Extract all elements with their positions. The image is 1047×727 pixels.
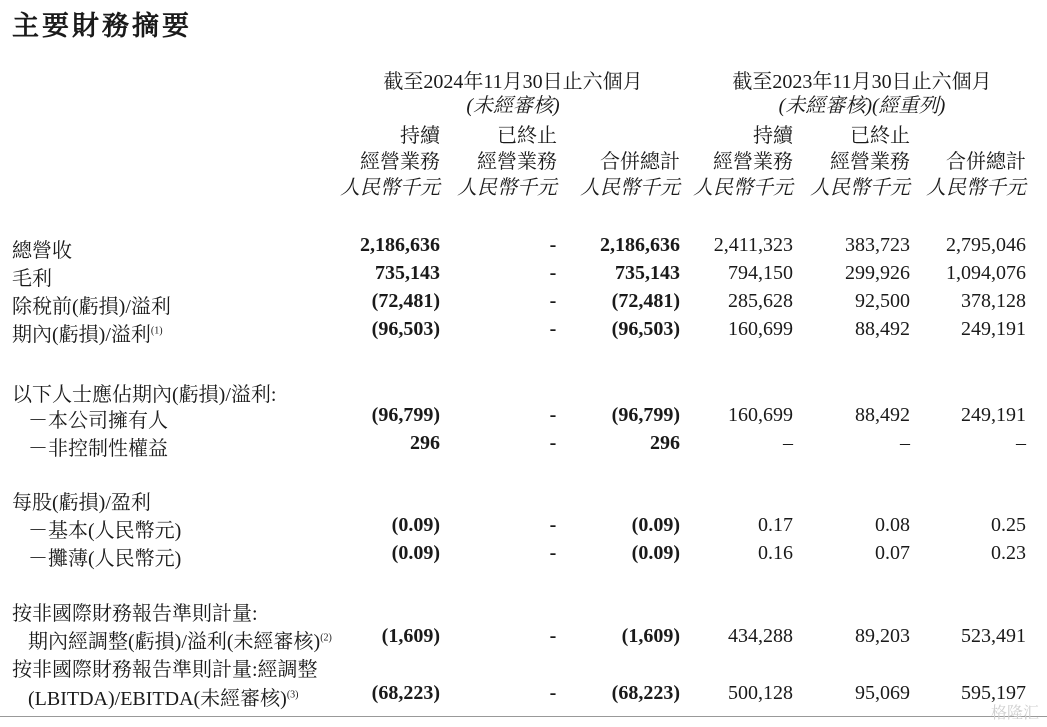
table-cell: 89,203 xyxy=(855,625,910,647)
table-cell: (96,503) xyxy=(371,318,440,340)
table-cell: 434,288 xyxy=(728,625,793,647)
table-cell: 735,143 xyxy=(375,262,440,284)
column-header-3-h2: 合併總計 xyxy=(600,151,680,173)
table-cell: (1,609) xyxy=(621,625,680,647)
table-cell: 249,191 xyxy=(961,404,1026,426)
table-cell: 160,699 xyxy=(728,404,793,426)
table-cell: - xyxy=(549,682,557,704)
table-cell: 0.08 xyxy=(875,514,910,536)
table-cell: 378,128 xyxy=(961,290,1026,312)
table-cell: - xyxy=(549,404,557,426)
row-label-text: 毛利 xyxy=(12,268,52,290)
column-header-2-h3: 人民幣千元 xyxy=(457,177,557,199)
column-header-3-h3: 人民幣千元 xyxy=(580,177,680,199)
table-cell: 285,628 xyxy=(728,290,793,312)
row-label-text: 每股(虧損)/盈利 xyxy=(12,492,151,514)
row-label-text: 期內經調整(虧損)/溢利(未經審核) xyxy=(28,631,321,653)
table-cell: 2,795,046 xyxy=(946,234,1026,256)
row-label-text: 期內(虧損)/溢利 xyxy=(12,324,151,346)
group-subheader-2023: (未經審核)(經重列) xyxy=(778,95,946,117)
table-cell: (68,223) xyxy=(611,682,680,704)
table-cell: (72,481) xyxy=(611,290,680,312)
table-cell: 500,128 xyxy=(728,682,793,704)
table-cell: 249,191 xyxy=(961,318,1026,340)
row-label xyxy=(28,514,181,543)
table-cell: 2,186,636 xyxy=(600,234,680,256)
table-cell: 523,491 xyxy=(961,625,1026,647)
table-cell: 735,143 xyxy=(615,262,680,284)
bottom-rule xyxy=(0,716,1047,717)
row-label-text: 按非國際財務報告準則計量: xyxy=(12,603,258,625)
table-cell: (0.09) xyxy=(391,514,440,536)
row-label xyxy=(12,486,151,515)
row-label-text: －基本(人民幣元) xyxy=(28,520,182,542)
row-label-text: 按非國際財務報告準則計量:經調整 xyxy=(12,659,318,681)
table-cell: 383,723 xyxy=(845,234,910,256)
footnote-marker: (2) xyxy=(320,632,332,644)
table-cell: 2,411,323 xyxy=(713,234,793,256)
table-cell: (0.09) xyxy=(631,542,680,564)
table-cell: - xyxy=(549,514,557,536)
row-label xyxy=(12,378,276,407)
table-cell: – xyxy=(900,432,910,454)
table-cell: 0.07 xyxy=(875,542,910,564)
table-cell: 794,150 xyxy=(728,262,793,284)
table-cell: - xyxy=(549,262,557,284)
table-cell: 299,926 xyxy=(845,262,910,284)
table-cell: 88,492 xyxy=(855,404,910,426)
table-cell: (72,481) xyxy=(371,290,440,312)
table-cell: 160,699 xyxy=(728,318,793,340)
row-label-text: (LBITDA)/EBITDA(未經審核) xyxy=(28,688,287,710)
table-cell: (96,799) xyxy=(371,404,440,426)
table-cell: - xyxy=(549,542,557,564)
column-header-2-h1: 已終止 xyxy=(497,125,557,147)
table-cell: (96,503) xyxy=(611,318,680,340)
table-cell: 0.17 xyxy=(758,514,793,536)
column-header-5-h2: 經營業務 xyxy=(830,151,910,173)
column-header-5-h1: 已終止 xyxy=(850,125,910,147)
table-cell: (68,223) xyxy=(371,682,440,704)
group-header-2024: 截至2024年11月30日止六個月 xyxy=(383,71,643,93)
row-label-text: 總營收 xyxy=(12,240,72,262)
table-cell: 88,492 xyxy=(855,318,910,340)
row-label-text: －攤薄(人民幣元) xyxy=(28,548,182,570)
column-header-4-h2: 經營業務 xyxy=(713,151,793,173)
row-label xyxy=(12,653,318,682)
row-label-text: 以下人士應佔期內(虧損)/溢利: xyxy=(12,384,277,406)
page-title: 主要財務摘要 xyxy=(12,11,192,42)
column-header-1-h2: 經營業務 xyxy=(360,151,440,173)
table-cell: 0.23 xyxy=(991,542,1026,564)
row-label xyxy=(12,234,72,263)
column-header-6-h2: 合併總計 xyxy=(946,151,1026,173)
row-label xyxy=(28,404,168,433)
footnote-marker: (1) xyxy=(150,325,163,337)
column-header-2-h2: 經營業務 xyxy=(477,151,557,173)
row-label-text: －本公司擁有人 xyxy=(28,410,168,432)
footnote-marker: (3) xyxy=(286,689,299,701)
row-label xyxy=(12,597,258,626)
table-cell: 595,197 xyxy=(961,682,1026,704)
row-label-text: －非控制性權益 xyxy=(28,438,168,460)
table-cell: - xyxy=(549,234,557,256)
table-cell: 296 xyxy=(410,432,440,454)
table-cell: - xyxy=(549,290,557,312)
row-label xyxy=(28,432,168,461)
column-header-5-h3: 人民幣千元 xyxy=(810,177,910,199)
row-label xyxy=(28,682,299,711)
group-subheader-2024: (未經審核) xyxy=(466,95,560,117)
row-label xyxy=(28,542,181,571)
table-cell: (96,799) xyxy=(611,404,680,426)
table-cell: (0.09) xyxy=(631,514,680,536)
row-label-text: 除稅前(虧損)/溢利 xyxy=(12,296,171,318)
watermark-logo: 格隆汇 xyxy=(990,703,1039,722)
row-label xyxy=(12,290,171,319)
table-cell: – xyxy=(1016,432,1026,454)
table-cell: – xyxy=(783,432,793,454)
row-label xyxy=(28,625,332,654)
row-label xyxy=(12,318,163,347)
table-cell: 0.16 xyxy=(758,542,793,564)
table-cell: - xyxy=(549,625,557,647)
table-cell: 2,186,636 xyxy=(360,234,440,256)
table-cell: - xyxy=(549,432,557,454)
table-cell: (0.09) xyxy=(391,542,440,564)
column-header-6-h3: 人民幣千元 xyxy=(926,177,1026,199)
table-cell: 92,500 xyxy=(855,290,910,312)
table-cell: - xyxy=(549,318,557,340)
table-cell: 296 xyxy=(650,432,680,454)
column-header-1-h3: 人民幣千元 xyxy=(340,177,440,199)
column-header-4-h3: 人民幣千元 xyxy=(693,177,793,199)
table-cell: 95,069 xyxy=(855,682,910,704)
column-header-1-h1: 持續 xyxy=(400,125,440,147)
row-label xyxy=(12,262,52,291)
column-header-4-h1: 持續 xyxy=(753,125,793,147)
table-cell: (1,609) xyxy=(381,625,440,647)
group-header-2023: 截至2023年11月30日止六個月 xyxy=(732,71,992,93)
table-cell: 0.25 xyxy=(991,514,1026,536)
table-cell: 1,094,076 xyxy=(946,262,1026,284)
